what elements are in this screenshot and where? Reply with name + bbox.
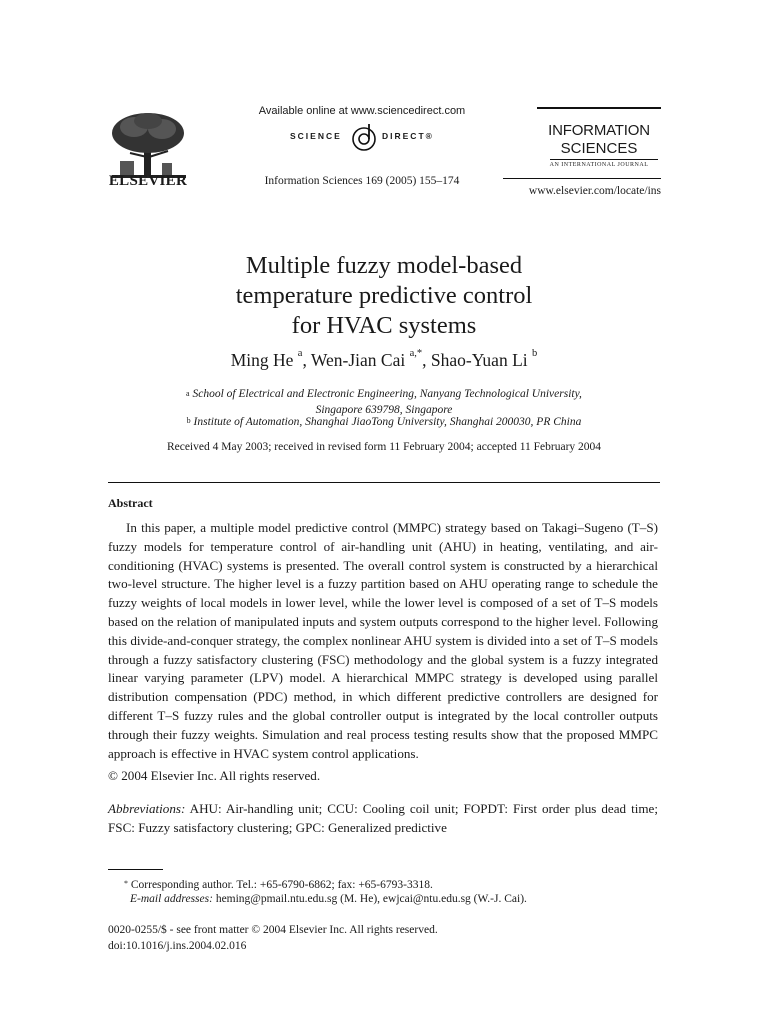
affiliation-b-label: b bbox=[186, 416, 191, 425]
abstract-heading: Abstract bbox=[108, 496, 153, 510]
email-link-he[interactable]: heming@pmail.ntu.edu.sg bbox=[215, 893, 338, 905]
author-list: Ming He $^a$, Wen-Jian Cai $^{a,*}$, Shao-Yuan Li $^b$ bbox=[230, 348, 538, 370]
sciencedirect-logo bbox=[290, 122, 460, 154]
affiliation-a-text-line2: Singapore 639798, Singapore bbox=[315, 404, 453, 416]
sciencedirect-right-text: DIRECT® bbox=[382, 131, 434, 141]
email-footnote bbox=[130, 893, 527, 905]
author-affiliation-sup: b bbox=[532, 348, 538, 359]
abstract-body: In this paper, a multiple model predictive control (MMPC) strategy based on Takagi–Sugeno (T–S) fuzzy models for temperature control of air-handling unit (AHU) in heating, ventilating, and air-conditioning (HVAC) systems is presented. The overall control system is constructed by a hierarchical two-level structure. The higher level is a fuzzy partition based on AHU operating range to schedule the fuzzy weights of local models in lower level, while the lower level is composed of a set of T–S models based on the relation of manipulated inputs and system outputs correspond to the higher level. Following this divide-and-conquer strategy, the complex nonlinear AHU system is divided into a set of T–S models through a fuzzy satisfactory clustering (FSC) methodology and the global system is a fuzzy integrated linear varying parameter (LPV) model. A hierarchical MMPC strategy is developed using parallel distribution compensation (PDC) method, in which different predictive controllers are designed for different T–S fuzzy rules and the global controller output is integrated by the local controller outputs through their fuzzy weights. Simulation and real process testing results show that the proposed MMPC approach is effective in HVAC system control applications. bbox=[108, 520, 658, 761]
footnote-marker: * bbox=[124, 879, 128, 888]
publisher-name: ELSEVIER bbox=[108, 173, 188, 189]
footnote-rule bbox=[108, 869, 163, 870]
affiliation-a-text: School of Electrical and Electronic Engineering, Nanyang Technological University, bbox=[192, 388, 582, 400]
affiliation-a bbox=[108, 386, 660, 418]
affiliation-b-text: Institute of Automation, Shanghai JiaoTong University, Shanghai 200030, PR China bbox=[193, 416, 582, 428]
journal-logo-top-rule bbox=[537, 107, 661, 109]
journal-logo-line2: SCIENCES bbox=[560, 140, 638, 157]
author-affiliation-sup: a bbox=[297, 348, 303, 359]
author-name: Shao-Yuan Li bbox=[430, 350, 528, 370]
journal-logo-bottom-rule bbox=[503, 178, 661, 179]
journal-reference: Information Sciences 169 (2005) 155–174 bbox=[264, 175, 460, 187]
doi-line[interactable]: doi:10.1016/j.ins.2004.02.016 bbox=[108, 940, 247, 952]
email-owner-he: (M. He), bbox=[340, 893, 381, 905]
abbreviations bbox=[108, 800, 658, 838]
sciencedirect-left-text: SCIENCE bbox=[290, 131, 342, 141]
journal-logo-subtitle: AN INTERNATIONAL JOURNAL bbox=[549, 162, 649, 168]
journal-url[interactable]: www.elsevier.com/locate/ins bbox=[528, 185, 661, 197]
journal-logo-mid-rule bbox=[550, 159, 658, 160]
article-title: Multiple fuzzy model-based temperature predictive control for HVAC systems bbox=[235, 252, 533, 339]
front-matter-line: 0020-0255/$ - see front matter © 2004 Elsevier Inc. All rights reserved. bbox=[108, 924, 438, 936]
available-online-text: Available online at www.sciencedirect.com bbox=[258, 105, 466, 117]
affiliation-b bbox=[108, 416, 660, 428]
email-link-cai[interactable]: ewjcai@ntu.edu.sg bbox=[382, 893, 471, 905]
corresponding-author-text: Corresponding author. Tel.: +65-6790-6862; fax: +65-6793-3318. bbox=[130, 879, 433, 891]
email-label: E-mail addresses: bbox=[130, 893, 213, 905]
author-name: Wen-Jian Cai bbox=[310, 350, 406, 370]
journal-logo-line1: INFORMATION bbox=[548, 122, 650, 139]
author-name: Ming He bbox=[230, 350, 294, 370]
abstract-copyright: © 2004 Elsevier Inc. All rights reserved. bbox=[108, 768, 321, 783]
abstract-top-rule bbox=[108, 482, 660, 483]
abbreviations-text: AHU: Air-handling unit; CCU: Cooling coil unit; FOPDT: First order plus dead time; FSC: Fuzzy satisfactory clustering; GPC: Generalized predictive bbox=[108, 801, 658, 835]
email-owner-cai: (W.-J. Cai). bbox=[473, 893, 527, 905]
abbreviations-label: Abbreviations: bbox=[108, 801, 186, 816]
sciencedirect-at-icon bbox=[350, 122, 378, 152]
received-dates: Received 4 May 2003; received in revised form 11 February 2004; accepted 11 February 2004 bbox=[166, 441, 602, 453]
corresponding-author-footnote bbox=[124, 879, 433, 891]
author-affiliation-sup: a,* bbox=[409, 348, 423, 359]
affiliation-a-label: a bbox=[186, 389, 190, 398]
